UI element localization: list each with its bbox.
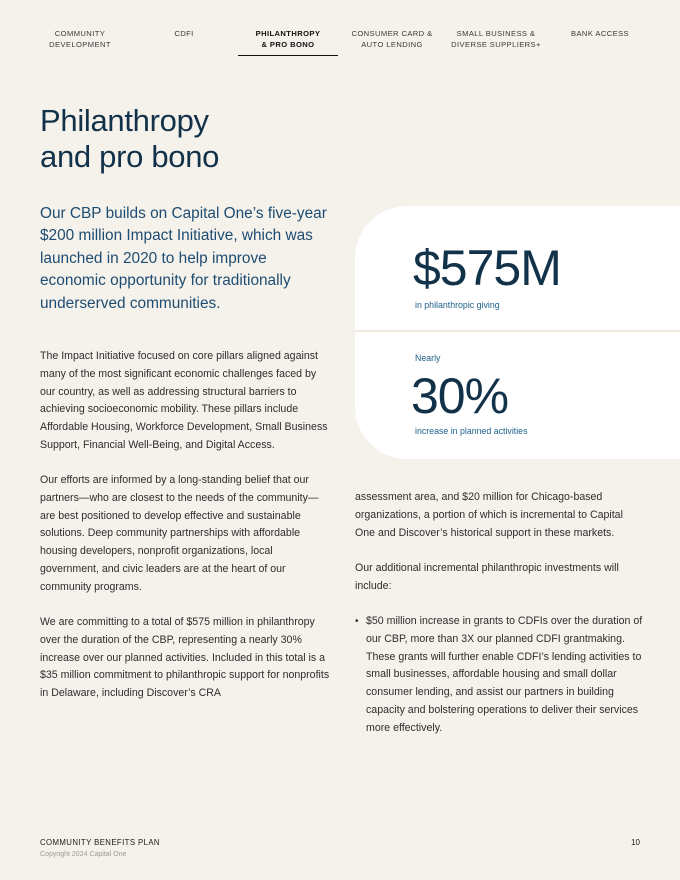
nav-item-label: BANK ACCESS: [571, 29, 629, 38]
page-number: 10: [631, 838, 640, 847]
body-paragraph-commitment: We are committing to a total of $575 million in philanthropy over the duration of the CBP, representing a nearly 30% increase over our planned activities. Included in this total is a $35 million commitment to philanthropic support for nonprofits in Delaware, including Discover’s CRA: [40, 616, 330, 700]
stat-divider: [355, 330, 680, 332]
body-paragraph-investments-intro: Our additional incremental philanthropic investments will include:: [355, 562, 619, 592]
nav-item-label: & PRO BONO: [261, 40, 315, 49]
investments-list: [355, 613, 645, 738]
footer-copyright: Copyright 2024 Capital One: [40, 851, 127, 858]
list-item: [355, 613, 645, 738]
increase-stat-value: 30%: [411, 368, 509, 424]
footer-document-label: COMMUNITY BENEFITS PLAN: [40, 838, 160, 847]
body-paragraph-impact-initiative: The Impact Initiative focused on core pillars aligned against many of the most significant economic challenges faced by our country, as well as addressing structural barriers to achieving socioeconomic mobility. These pillars include Affordable Housing, Workforce Development, Small Business Support, Financial Well-Being, and Digital Access.: [40, 350, 328, 451]
nav-item-philanthropy-pro-bono[interactable]: [238, 28, 338, 56]
nav-item-label: CDFI: [174, 29, 194, 38]
giving-stat-value: $575M: [413, 240, 561, 296]
body-paragraph-assessment-area: assessment area, and $20 million for Chicago-based organizations, a portion of which is incremental to Capital One and Discover’s historical support in these markets.: [355, 491, 623, 539]
nav-item-bank-access[interactable]: [550, 28, 650, 56]
bullet-icon: •: [355, 616, 359, 627]
nav-item-cdfi[interactable]: [134, 28, 234, 56]
nav-item-label: SMALL BUSINESS &: [456, 29, 536, 38]
nav-item-label: CONSUMER CARD &: [351, 29, 433, 38]
nav-item-consumer-card-auto-lending[interactable]: [342, 28, 442, 56]
nav-item-community-development[interactable]: [30, 28, 130, 56]
section-nav: [30, 28, 650, 56]
page-title: [40, 103, 219, 175]
body-paragraph-partners: Our efforts are informed by a long-standing belief that our partners—who are closest to the needs of the community—are best positioned to develop effective and sustainable solutions. Deep community partnerships with affordable housing developers, nonprofit organizations, local government, and civic leaders are at the heart of our community programs.: [40, 474, 319, 593]
intro-paragraph: Our CBP builds on Capital One’s five-year $200 million Impact Initiative, which was launched in 2020 to help improve economic opportunity for traditionally underserved communities.: [40, 205, 327, 312]
page-title-line: and pro bono: [40, 139, 220, 174]
nav-item-label: PHILANTHROPY: [255, 29, 321, 38]
nav-item-label: COMMUNITY: [54, 29, 106, 38]
nav-item-label: DIVERSE SUPPLIERS+: [451, 40, 541, 49]
increase-stat-prefix: Nearly: [415, 353, 441, 363]
stats-callout-panel: [355, 206, 680, 459]
nav-item-label: DEVELOPMENT: [49, 40, 111, 49]
page-title-line: Philanthropy: [40, 103, 209, 138]
increase-stat-caption: increase in planned activities: [415, 426, 528, 436]
list-item-text: $50 million increase in grants to CDFIs over the duration of our CBP, more than 3X our planned CDFI grantmaking. These grants will further enable CDFI’s lending activities to small businesses, affordable housing and small dollar consumer lending, and assist our partners in building capacity and bolstering operations to deliver their services more effectively.: [366, 615, 643, 734]
nav-item-label: AUTO LENDING: [361, 40, 423, 49]
giving-stat-caption: in philanthropic giving: [415, 300, 500, 310]
nav-item-small-business-diverse-suppliers[interactable]: [446, 28, 546, 56]
